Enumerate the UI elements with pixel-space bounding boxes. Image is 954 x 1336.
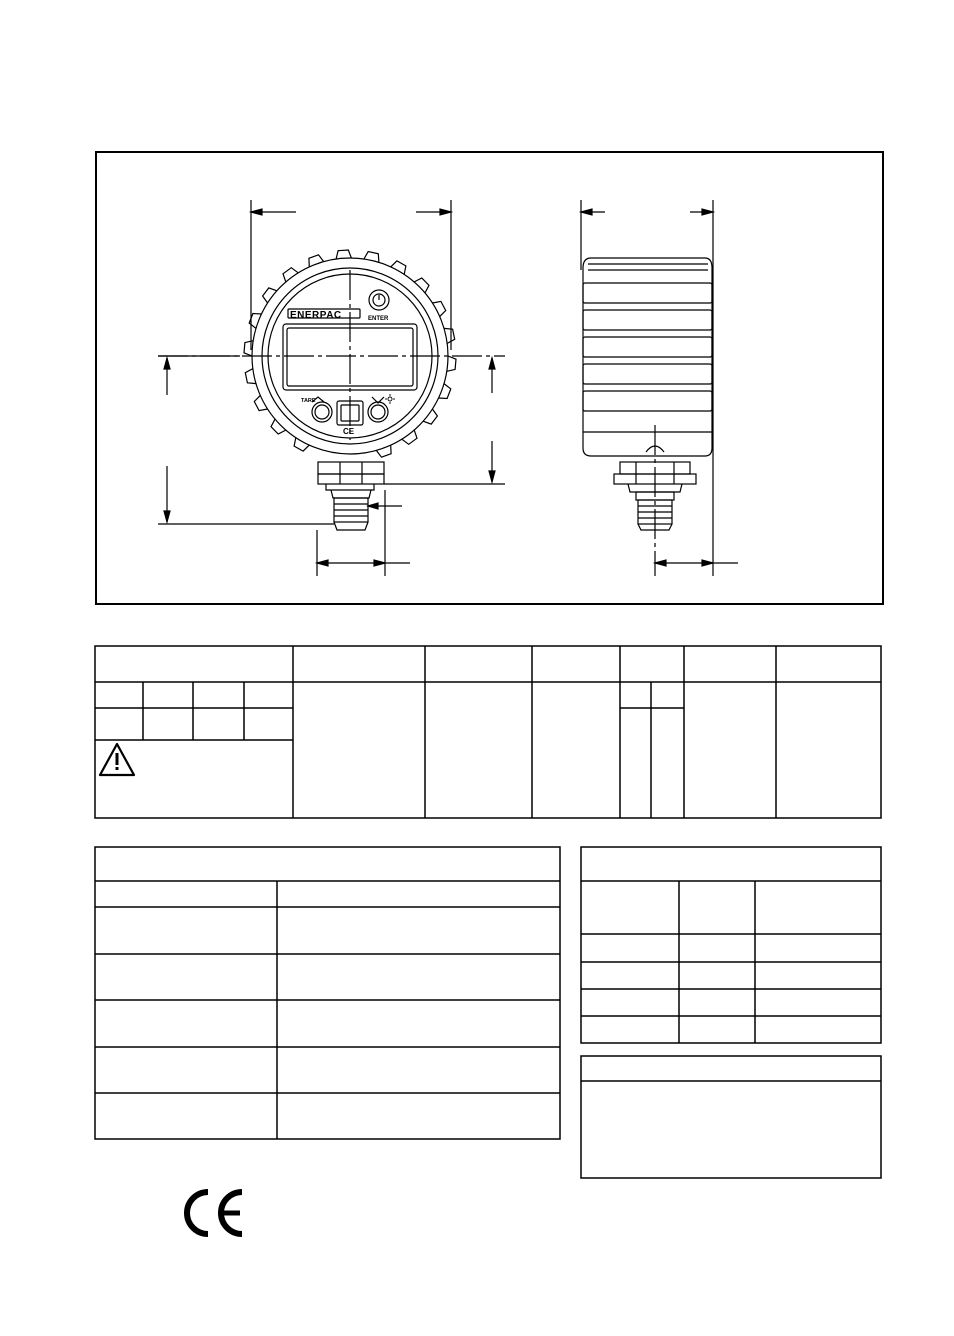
gauge-ce-text: CE bbox=[343, 427, 355, 436]
ce-mark-logo bbox=[180, 1188, 250, 1240]
warning-icon bbox=[100, 744, 134, 775]
gauge-enter-text: ENTER bbox=[368, 316, 389, 322]
specification-table bbox=[0, 640, 954, 840]
backlight-icon bbox=[385, 394, 395, 404]
gauge-brand-text: ENERPAC bbox=[290, 310, 342, 321]
gauge-technical-drawing bbox=[0, 0, 954, 620]
gauge-tare-text: TARE bbox=[301, 398, 316, 404]
conversion-table bbox=[0, 840, 954, 1200]
